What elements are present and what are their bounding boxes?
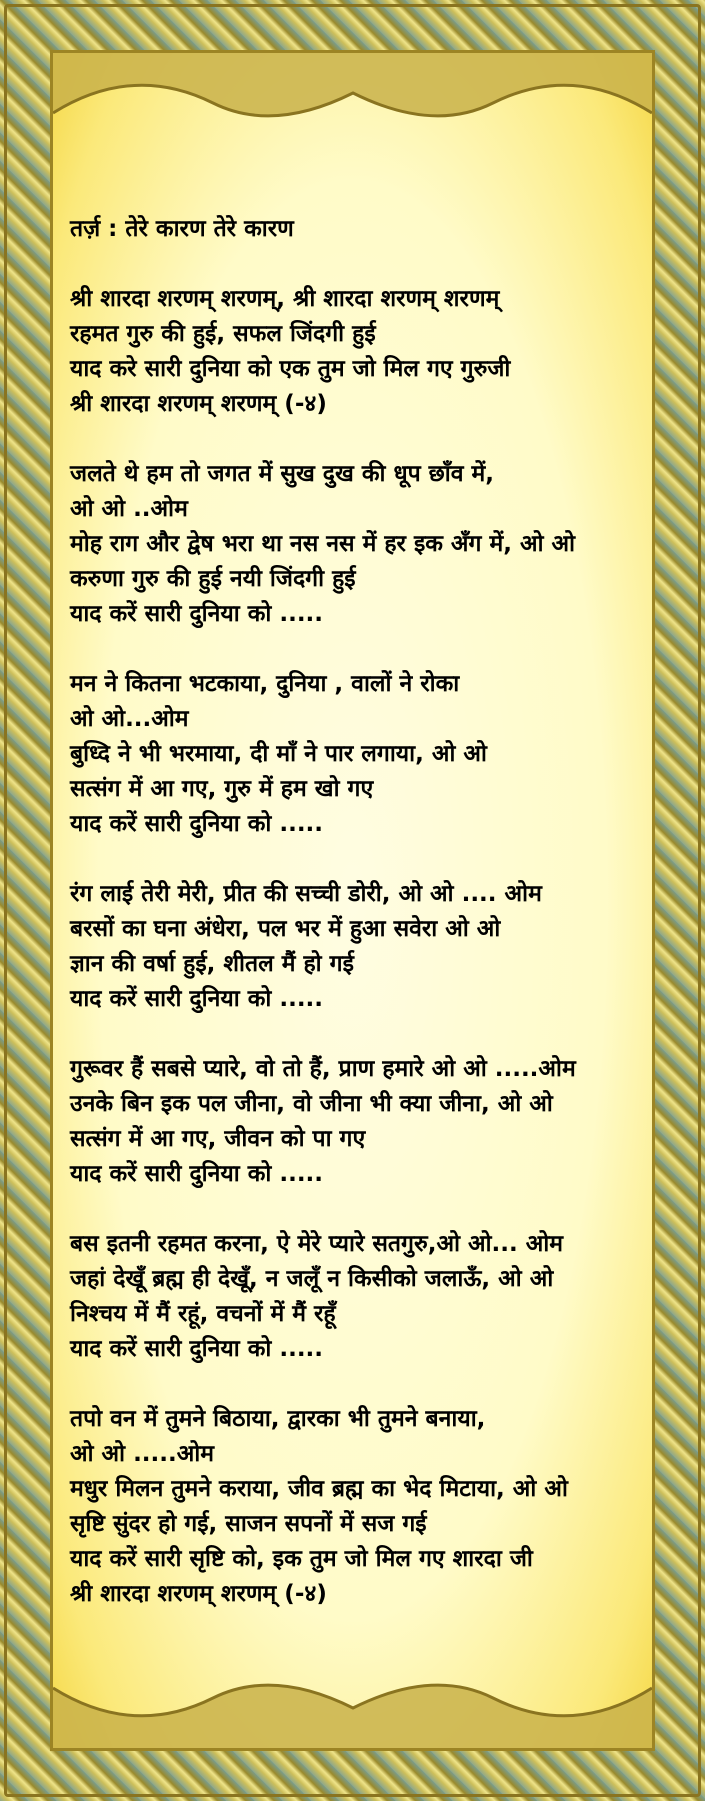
lyric-line: ज्ञान की वर्षा हुई, शीतल मैं हो गई xyxy=(70,951,354,977)
stanza xyxy=(70,667,650,842)
lyric-line: उनके बिन इक पल जीना, वो जीना भी क्या जीना, ओ ओ xyxy=(70,1091,553,1117)
stanza xyxy=(70,1402,650,1612)
lyric-line: याद करें सारी दुनिया को ..... xyxy=(70,601,324,627)
lyric-line: ओ ओ ..ओम xyxy=(70,496,188,522)
lyric-line: बरसों का घना अंधेरा, पल भर में हुआ सवेरा ओ ओ xyxy=(70,916,501,942)
stanza xyxy=(70,1227,650,1367)
lyric-line: रंग लाई तेरी मेरी, प्रीत की सच्ची डोरी, ओ ओ .... ओम xyxy=(70,881,542,907)
lyric-line: याद करें सारी दुनिया को ..... xyxy=(70,1336,324,1362)
lyric-line: याद करे सारी दुनिया को एक तुम जो मिल गए गुरुजी xyxy=(70,356,511,382)
lyric-line: याद करें सारी दुनिया को ..... xyxy=(70,986,324,1012)
lyric-line: सत्संग में आ गए, जीवन को पा गए xyxy=(70,1126,366,1152)
lyric-line: गुरूवर हैं सबसे प्यारे, वो तो हैं, प्राण हमारे ओ ओ .....ओम xyxy=(70,1056,576,1082)
lyric-line: मन ने कितना भटकाया, दुनिया , वालों ने रोका xyxy=(70,671,460,697)
lyric-line: ओ ओ...ओम xyxy=(70,706,189,732)
lyric-line: मोह राग और द्वेष भरा था नस नस में हर इक अँग में, ओ ओ xyxy=(70,531,576,557)
lyric-line: सत्संग में आ गए, गुरु में हम खो गए xyxy=(70,776,374,802)
lyric-line: मधुर मिलन तुमने कराया, जीव ब्रह्म का भेद मिटाया, ओ ओ xyxy=(70,1476,568,1502)
lyric-line: श्री शारदा शरणम् शरणम्, श्री शारदा शरणम् शरणम् xyxy=(70,286,500,312)
lyric-line: तपो वन में तुमने बिठाया, द्वारका भी तुमने बनाया, xyxy=(70,1406,486,1432)
lyric-line: बस इतनी रहमत करना, ऐ मेरे प्यारे सतगुरु,ओ ओ... ओम xyxy=(70,1231,564,1257)
lyric-line: जहां देखूँ ब्रह्म ही देखूँ, न जलूँ न किसीको जलाऊँ, ओ ओ xyxy=(70,1266,554,1292)
stanza xyxy=(70,1052,650,1192)
stanza xyxy=(70,877,650,1017)
lyric-line: श्री शारदा शरणम् शरणम् (-४) xyxy=(70,391,327,417)
lyric-line: रहमत गुरु की हुई, सफल जिंदगी हुई xyxy=(70,321,376,347)
lyric-line: याद करें सारी दुनिया को ..... xyxy=(70,811,324,837)
stanza xyxy=(70,282,650,422)
lyric-line: ओ ओ .....ओम xyxy=(70,1441,215,1467)
lyric-line: सृष्टि सुंदर हो गई, साजन सपनों में सज गई xyxy=(70,1511,427,1537)
lyric-line: याद करें सारी सृष्टि को, इक तुम जो मिल गए शारदा जी xyxy=(70,1546,533,1572)
tune-line: तर्ज़ : तेरे कारण तेरे कारण xyxy=(70,216,294,242)
stanza xyxy=(70,457,650,632)
lyric-line: बुध्दि ने भी भरमाया, दी माँ ने पार लगाया, ओ ओ xyxy=(70,741,487,767)
lyric-line: निश्चय में मैं रहूं, वचनों में मैं रहूँ xyxy=(70,1301,336,1327)
lyrics-content xyxy=(70,212,650,1612)
lyric-line: करुणा गुरु की हुई नयी जिंदगी हुई xyxy=(70,566,356,592)
lyric-line: श्री शारदा शरणम् शरणम् (-४) xyxy=(70,1581,327,1607)
lyric-line: याद करें सारी दुनिया को ..... xyxy=(70,1161,324,1187)
lyric-line: जलते थे हम तो जगत में सुख दुख की धूप छाँव में, xyxy=(70,461,495,487)
